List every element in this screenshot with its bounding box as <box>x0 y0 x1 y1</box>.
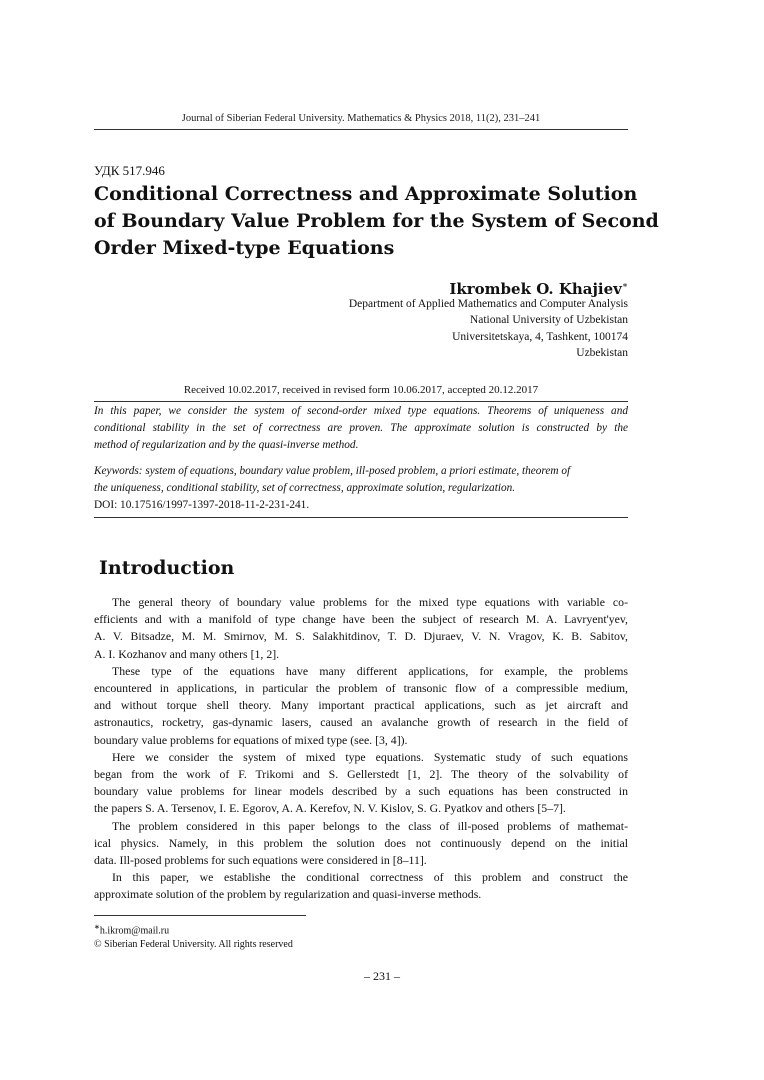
affiliation-line: Uzbekistan <box>576 346 628 359</box>
email-footnote-mark: ∗ <box>94 923 100 931</box>
title-line: Order Mixed-type Equations <box>94 237 395 259</box>
abstract-top-rule <box>94 401 628 402</box>
paragraph-line: the papers S. A. Tersenov, I. E. Egorov, A. A. Kerefov, N. V. Kislov, S. G. Pyatkov and others [5–7]. <box>94 801 566 816</box>
affiliation-line: National University of Uzbekistan <box>469 314 628 327</box>
paragraph-line: boundary value problems for linear models described by a such equations has been constructed in <box>94 784 628 799</box>
paragraph-line: data. Ill-posed problems for such equations were considered in [8–11]. <box>94 853 427 868</box>
paragraph-line: encountered in applications, in particular the problem of transonic flow of a compressible medium, <box>94 681 628 696</box>
header-rule <box>94 129 628 130</box>
paragraph-line: approximate solution of the problem by regularization and quasi-inverse methods. <box>94 887 482 902</box>
section-title: Introduction <box>99 557 235 579</box>
received-dates: Received 10.02.2017, received in revised form 10.06.2017, accepted 20.12.2017 <box>183 384 539 396</box>
abstract-line: method of regularization and by the quasi-inverse method. <box>94 438 359 451</box>
abstract-bottom-rule <box>94 517 628 518</box>
paragraph-line: In this paper, we establishe the conditional correctness of this problem and construct the <box>112 870 628 885</box>
abstract-line: In this paper, we consider the system of second-order mixed type equations. Theorems of uniqueness and <box>94 405 628 417</box>
keywords <box>94 463 628 497</box>
abstract <box>94 403 628 453</box>
body-text <box>94 594 628 904</box>
abstract-line: conditional stability in the set of correctness are proven. The approximate solution is constructed by the <box>94 421 628 434</box>
doi-link[interactable]: DOI: 10.17516/1997-1397-2018-11-2-231-241. <box>94 499 310 511</box>
title-line: of Boundary Value Problem for the System of Second <box>94 210 659 232</box>
email-footnote <box>94 920 293 938</box>
footnote-rule <box>94 915 306 916</box>
affiliation <box>349 296 628 361</box>
journal-header: Journal of Siberian Federal University. Mathematics & Physics 2018, 11(2), 231–241 <box>181 113 541 124</box>
keywords-line: the uniqueness, conditional stability, set of correctness, approximate solution, regularization. <box>94 482 516 494</box>
paper-title <box>94 181 659 262</box>
paragraph-line: These type of the equations have many different applications, for example, the problems <box>112 663 628 678</box>
author-name-text: Ikrombek O. Khajiev <box>449 280 622 298</box>
affiliation-line: Universitetskaya, 4, Tashkent, 100174 <box>452 330 628 343</box>
udk-code: УДК 517.946 <box>94 163 165 178</box>
paragraph-line: efficients and with a manifold of type change have been the subject of research M. A. Lavryent'yev, <box>94 612 628 627</box>
title-line: Conditional Correctness and Approximate Solution <box>94 183 638 205</box>
paragraph-line: A. I. Kozhanov and many others [1, 2]. <box>94 646 280 661</box>
paragraph-line: and without torque shell theory. Many important practical applications, such as jet aircraft and <box>94 698 628 713</box>
affiliation-line: Department of Applied Mathematics and Computer Analysis <box>348 298 628 310</box>
paragraph-line: A. V. Bitsadze, M. M. Smirnov, M. S. Salakhitdinov, T. D. Djuraev, V. N. Vragov, K. B. Sabitov, <box>94 629 628 644</box>
paragraph-line: The problem considered in this paper belongs to the class of ill-posed problems of mathemat- <box>112 818 628 833</box>
paragraph-line: The general theory of boundary value problems for the mixed type equations with variable co- <box>112 595 628 609</box>
author-email-link[interactable]: h.ikrom@mail.ru <box>99 925 170 937</box>
page-number: – 231 – <box>364 969 400 983</box>
paragraph-line: astronautics, rocketry, gas-dynamic lasers, caused an avalanche growth of research in the field of <box>94 715 628 730</box>
footnotes <box>94 920 293 952</box>
copyright-notice: © Siberian Federal University. All rights reserved <box>94 939 293 951</box>
paragraph-line: ical physics. Namely, in this problem the solution does not continuously depend on the initial <box>94 835 628 850</box>
paragraph-line: began from the work of F. Trikomi and S. Gellerstedt [1, 2]. The theory of the solvability of <box>94 767 628 782</box>
paragraph-line: boundary value problems for equations of mixed type (see. [3, 4]). <box>94 732 408 747</box>
author-footnote-mark: ∗ <box>621 281 628 291</box>
paragraph-line: Here we consider the system of mixed type equations. Systematic study of such equations <box>112 749 628 764</box>
keywords-line: Keywords: system of equations, boundary value problem, ill-posed problem, a priori estimate, theorem of <box>94 465 571 477</box>
